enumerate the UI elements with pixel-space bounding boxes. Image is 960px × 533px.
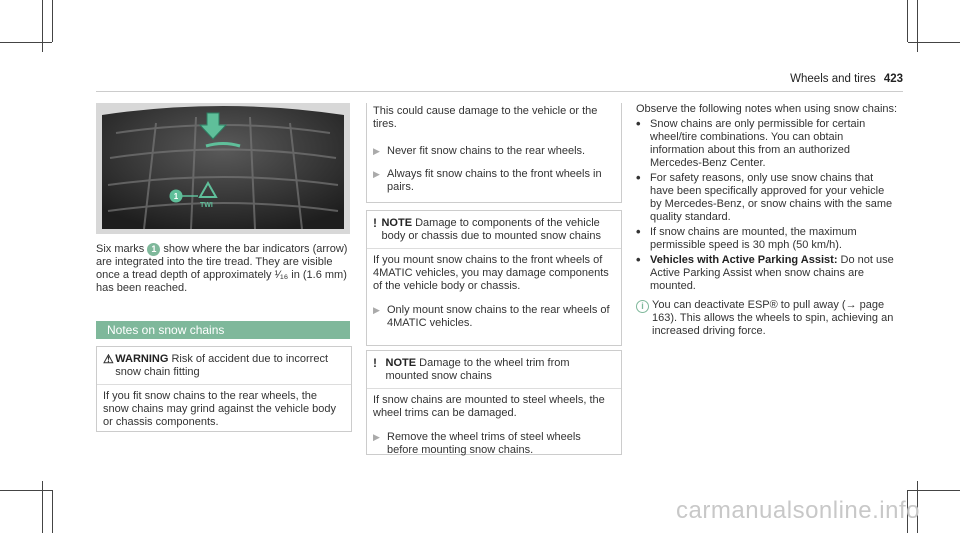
warning-body: If you fit snow chains to the rear wheels, the snow chains may grind against the vehicle body or chassis components. <box>103 390 336 428</box>
step-item <box>367 145 621 158</box>
caption-prefix: Six marks <box>96 243 145 255</box>
crop-mark <box>917 0 918 52</box>
warning-box <box>96 346 352 432</box>
note-title: NOTE <box>381 217 413 229</box>
warning-header <box>97 347 351 385</box>
bullet-item: • Vehicles with Active Parking Assist: Do not use Active Parking Assist when snow chains are mounted. <box>636 252 894 292</box>
crop-mark <box>908 42 960 43</box>
caption-text: show where the bar indicators (arrow) are integrated into the tire tread. They are visible once a tread depth of approximately ¹⁄₁₆ in (1.6 mm) has been reached. <box>96 243 348 294</box>
warning-triangle-icon: ⚠ <box>103 352 114 366</box>
note-title-text: Damage to components of the vehicle body or chassis due to mounted snow chains <box>381 217 601 242</box>
tire-tread-figure <box>96 103 350 234</box>
crop-mark <box>52 490 53 533</box>
crop-mark <box>907 0 908 42</box>
callout-1: 1 <box>173 192 179 201</box>
info-icon: i <box>636 300 649 313</box>
note-box <box>366 350 622 455</box>
note-header <box>367 211 621 249</box>
crop-mark <box>52 0 53 42</box>
notice-icon: ! <box>373 216 377 230</box>
crop-mark <box>0 42 52 43</box>
note-body: If you mount snow chains to the front wheels of 4MATIC vehicles, you may damage components of the vehicle body or chassis. <box>373 254 609 292</box>
step-text: Always fit snow chains to the front wheels in pairs. <box>387 168 602 193</box>
crop-mark <box>0 490 52 491</box>
bullet-item: • For safety reasons, only use snow chains that have been specifically approved for your vehicle by Mercedes-Benz, or snow chains with the same quality standard. <box>636 170 893 223</box>
warning-continuation-box <box>366 103 622 203</box>
step-item <box>367 431 621 457</box>
step-item <box>367 168 621 194</box>
notice-icon: ! <box>373 356 377 370</box>
info-text: You can deactivate ESP® to pull away (→ page 163). This allows the wheels to spin, achieving an increased driving force. <box>652 299 894 337</box>
warning-title-text: Risk of accident due to incorrect snow chain fitting <box>115 353 329 378</box>
step-item <box>367 304 621 330</box>
watermark: carmanualsonline.info <box>676 497 920 524</box>
note-title-text: Damage to the wheel trim from mounted snow chains <box>385 357 570 382</box>
bullet-item: • Snow chains are only permissible for certain wheel/tire combinations. You can obtain information about this from an authorized Mercedes-Benz Center. <box>636 116 866 169</box>
note-header <box>367 351 621 389</box>
step-arrow-icon: ▶ <box>373 169 380 179</box>
warning-title: WARNING <box>115 353 169 365</box>
step-text: Remove the wheel trims of steel wheels before mounting snow chains. <box>387 431 581 456</box>
intro-text: Observe the following notes when using snow chains: <box>636 103 898 115</box>
page-number: 423 <box>883 73 903 85</box>
section-heading: Notes on snow chains <box>96 321 350 339</box>
note-title: NOTE <box>385 357 417 369</box>
twi-label: TWI <box>200 202 213 209</box>
step-arrow-icon: ▶ <box>373 305 380 315</box>
snow-chain-notes <box>636 103 898 338</box>
header-rule <box>96 91 903 92</box>
tire-tread-image <box>96 103 350 234</box>
info-note <box>636 299 898 338</box>
step-arrow-icon: ▶ <box>373 146 380 156</box>
note-box <box>366 210 622 346</box>
section-title: Wheels and tires <box>790 73 876 85</box>
figure-caption <box>96 243 350 295</box>
step-text: Never fit snow chains to the rear wheels. <box>387 145 586 157</box>
bullet-bold-label: Vehicles with Active Parking Assist: <box>650 254 838 266</box>
bullet-item: • If snow chains are mounted, the maximum permissible speed is 30 mph (50 km/h). <box>636 224 857 251</box>
running-header <box>790 73 903 85</box>
crop-mark <box>908 490 960 491</box>
crop-mark <box>42 0 43 52</box>
continuation-text: This could cause damage to the vehicle or the tires. <box>373 105 598 130</box>
callout-marker: 1 <box>147 243 160 256</box>
step-text: Only mount snow chains to the rear wheels of 4MATIC vehicles. <box>387 304 610 329</box>
note-body: If snow chains are mounted to steel wheels, the wheel trims can be damaged. <box>373 394 605 419</box>
step-arrow-icon: ▶ <box>373 432 380 442</box>
bullet-text: Do not use Active Parking Assist when snow chains are mounted. <box>650 254 894 292</box>
crop-mark <box>42 481 43 533</box>
